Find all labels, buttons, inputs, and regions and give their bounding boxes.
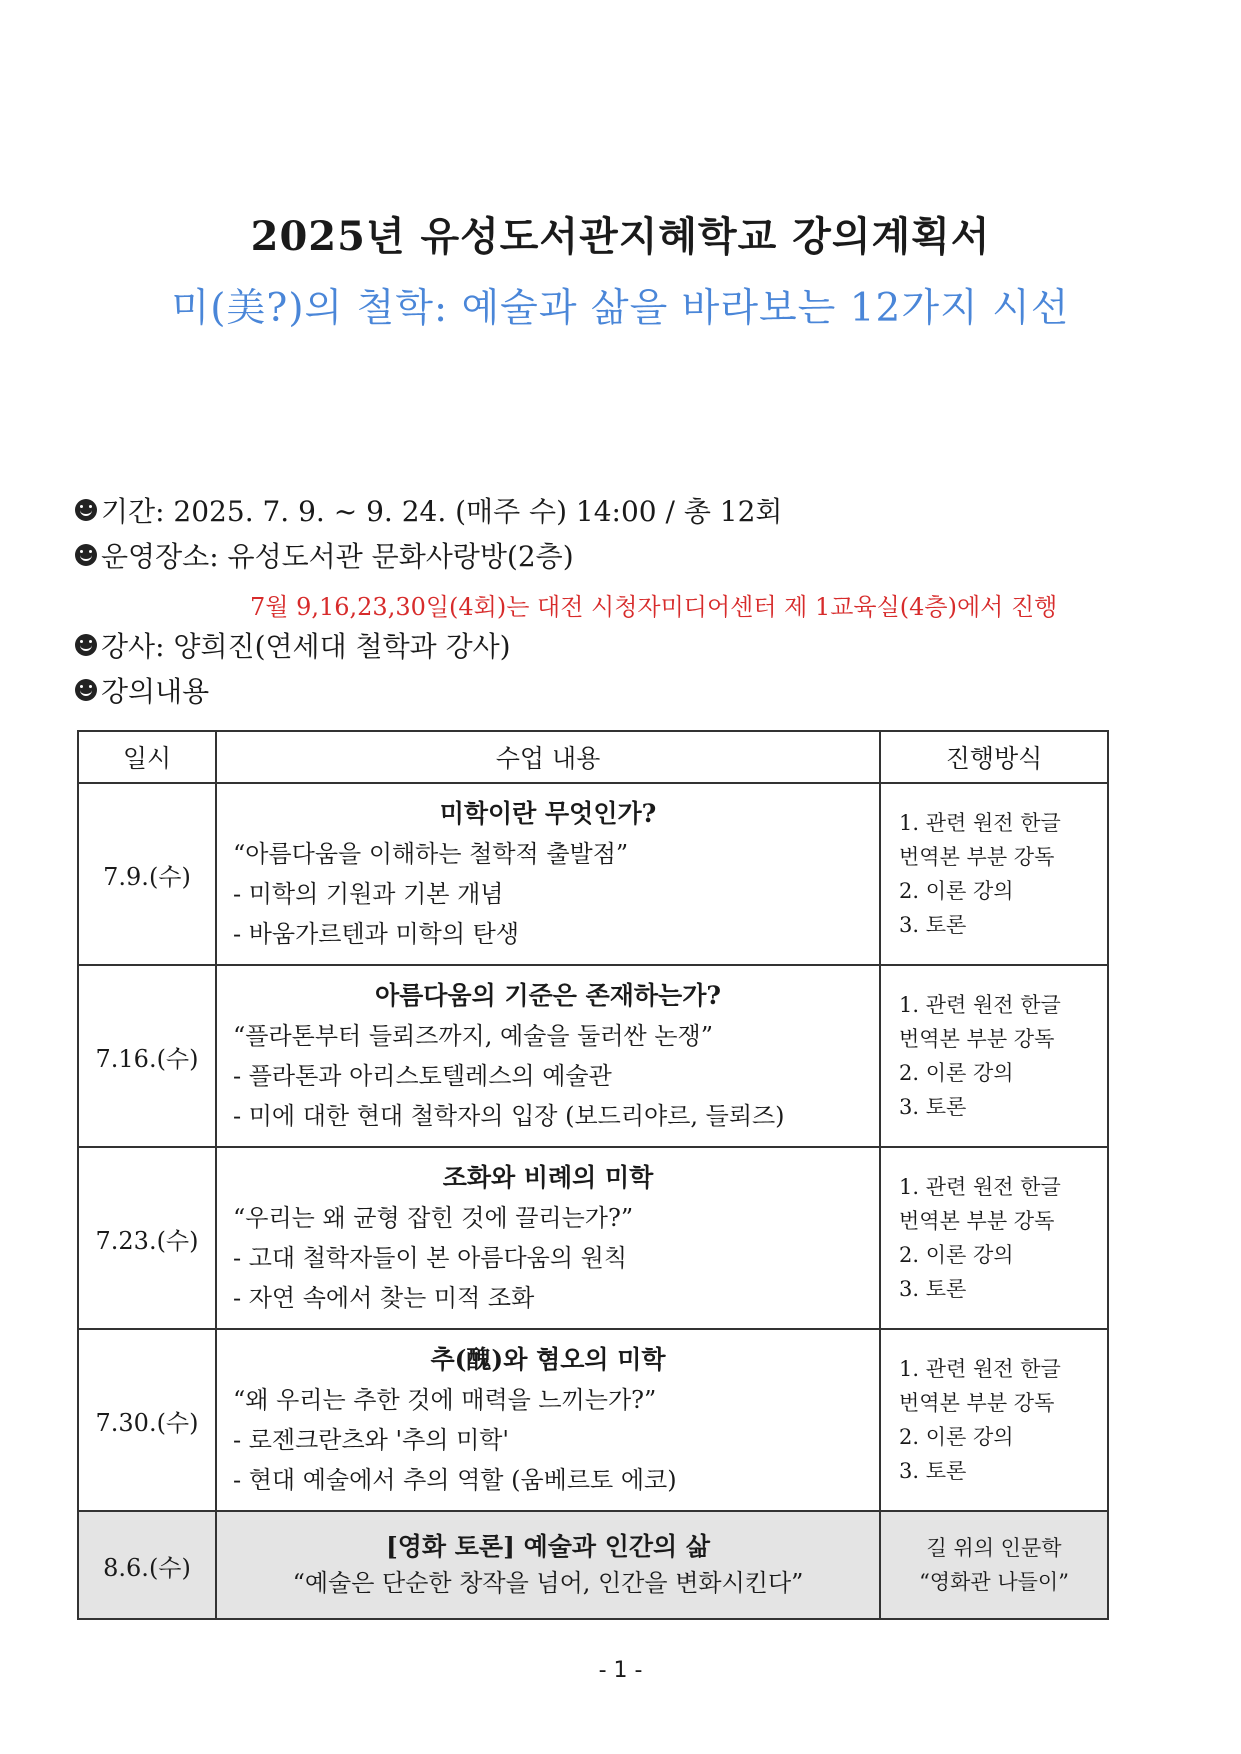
smiley-icon — [75, 679, 97, 701]
row-content — [216, 1147, 880, 1329]
method-line: 1. 관련 원전 한글 — [899, 1175, 1061, 1199]
info-content-heading — [75, 670, 209, 710]
table-row — [78, 965, 1108, 1147]
method-line: 번역본 부분 강독 — [899, 1209, 1055, 1233]
method-line: 2. 이론 강의 — [899, 1425, 1014, 1449]
row-content — [216, 965, 880, 1147]
header-method: 진행방식 — [880, 731, 1108, 783]
info-period — [75, 490, 782, 530]
row-topic: 조화와 비례의 미학 — [442, 1163, 654, 1192]
row-point: - 미학의 기원과 기본 개념 — [233, 880, 504, 908]
header-content: 수업 내용 — [216, 731, 880, 783]
method-line: 3. 토론 — [899, 1459, 967, 1483]
row-quote: “플라톤부터 들뢰즈까지, 예술을 둘러싼 논쟁” — [233, 1022, 713, 1050]
method-line: 길 위의 인문학 — [926, 1536, 1062, 1560]
table-row — [78, 1147, 1108, 1329]
row-point: - 바움가르텐과 미학의 탄생 — [233, 920, 520, 948]
document-title: 2025년 유성도서관지혜학교 강의계획서 — [250, 213, 991, 260]
schedule-table — [77, 730, 1109, 1620]
method-line: 번역본 부분 강독 — [899, 845, 1055, 869]
row-quote: “왜 우리는 추한 것에 매력을 느끼는가?” — [233, 1386, 657, 1414]
row-method — [880, 1147, 1108, 1329]
row-date: 8.6.(수) — [78, 1511, 216, 1619]
table-row — [78, 1329, 1108, 1511]
row-date: 7.30.(수) — [78, 1329, 216, 1511]
content-heading-text: 강의내용 — [101, 675, 210, 708]
smiley-icon — [75, 544, 97, 566]
row-quote: “예술은 단순한 창작을 넘어, 인간을 변화시킨다” — [292, 1569, 804, 1597]
row-point: - 미에 대한 현대 철학자의 입장 (보드리야르, 들뢰즈) — [233, 1102, 785, 1130]
row-topic: 미학이란 무엇인가? — [439, 799, 657, 828]
row-date: 7.9.(수) — [78, 783, 216, 965]
table-header-row — [78, 731, 1108, 783]
row-date: 7.16.(수) — [78, 965, 216, 1147]
row-quote: “아름다움을 이해하는 철학적 출발점” — [233, 840, 629, 868]
row-point: - 자연 속에서 찾는 미적 조화 — [233, 1284, 535, 1312]
method-line: 2. 이론 강의 — [899, 1061, 1014, 1085]
smiley-icon — [75, 634, 97, 656]
row-method — [880, 965, 1108, 1147]
info-instructor — [75, 625, 511, 665]
method-line: 번역본 부분 강독 — [899, 1027, 1055, 1051]
row-method — [880, 1511, 1108, 1619]
venue-text: 운영장소: 유성도서관 문화사랑방(2층) — [101, 540, 574, 573]
row-topic: 추(醜)와 혐오의 미학 — [430, 1345, 666, 1374]
row-topic: [영화 토론] 예술과 인간의 삶 — [385, 1532, 711, 1561]
method-line: “영화관 나들이” — [919, 1570, 1069, 1594]
row-method — [880, 1329, 1108, 1511]
row-point: - 현대 예술에서 추의 역할 (움베르토 에코) — [233, 1466, 677, 1494]
venue-note: 7월 9,16,23,30일(4회)는 대전 시청자미디어센터 제 1교육실(4층)에서 진행 — [250, 593, 1058, 621]
row-method — [880, 783, 1108, 965]
row-point: - 로젠크란츠와 '추의 미학' — [233, 1426, 510, 1454]
row-topic: 아름다움의 기준은 존재하는가? — [374, 981, 721, 1010]
method-line: 3. 토론 — [899, 1277, 967, 1301]
method-line: 2. 이론 강의 — [899, 879, 1014, 903]
document-subtitle: 미(美?)의 철학: 예술과 삶을 바라보는 12가지 시선 — [171, 286, 1070, 331]
method-line: 번역본 부분 강독 — [899, 1391, 1055, 1415]
row-content — [216, 783, 880, 965]
info-venue — [75, 535, 574, 575]
instructor-text: 강사: 양희진(연세대 철학과 강사) — [101, 630, 511, 663]
smiley-icon — [75, 499, 97, 521]
method-line: 1. 관련 원전 한글 — [899, 1357, 1061, 1381]
row-content — [216, 1511, 880, 1619]
row-point: - 고대 철학자들이 본 아름다움의 원칙 — [233, 1244, 628, 1272]
method-line: 3. 토론 — [899, 1095, 967, 1119]
period-text: 기간: 2025. 7. 9. ~ 9. 24. (매주 수) 14:00 / 총 12회 — [101, 495, 783, 528]
page-number: - 1 - — [598, 1658, 643, 1683]
method-line: 1. 관련 원전 한글 — [899, 993, 1061, 1017]
method-line: 2. 이론 강의 — [899, 1243, 1014, 1267]
table-row — [78, 783, 1108, 965]
method-line: 3. 토론 — [899, 913, 967, 937]
row-date: 7.23.(수) — [78, 1147, 216, 1329]
row-point: - 플라톤과 아리스토텔레스의 예술관 — [233, 1062, 612, 1090]
header-date: 일시 — [78, 731, 216, 783]
method-line: 1. 관련 원전 한글 — [899, 811, 1061, 835]
row-content — [216, 1329, 880, 1511]
row-quote: “우리는 왜 균형 잡힌 것에 끌리는가?” — [233, 1204, 634, 1232]
table-row-highlighted — [78, 1511, 1108, 1619]
